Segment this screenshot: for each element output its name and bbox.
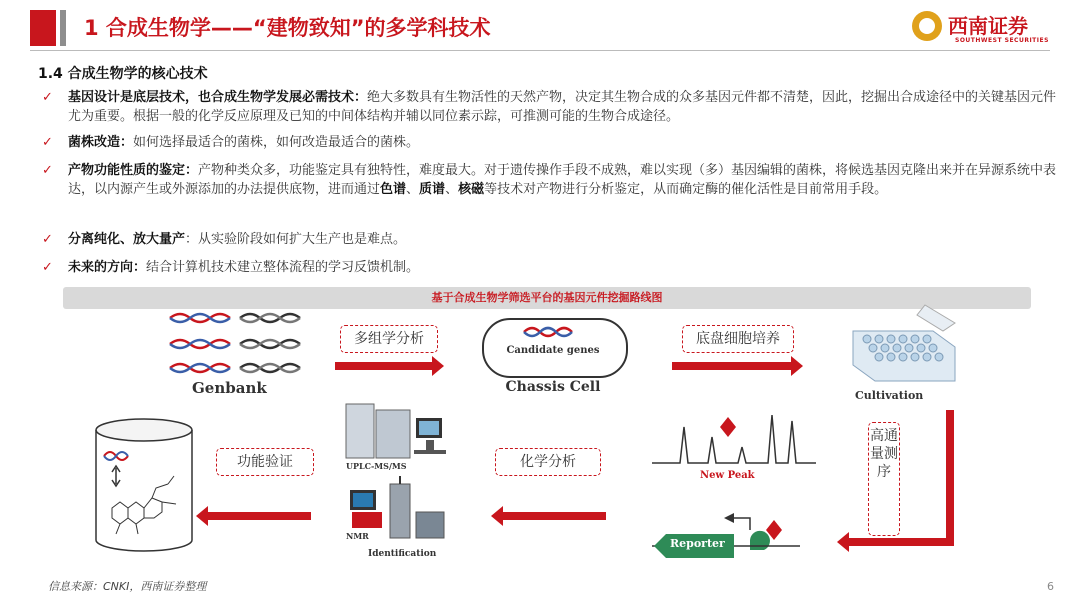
multiomics-label: 多组学分析 xyxy=(340,325,438,353)
bullet-keyword: 色谱 xyxy=(380,182,407,197)
hts-label: 高通量测序 xyxy=(868,422,900,536)
bullet-text: 结合计算机技术建立整体流程的学习反馈机制。 xyxy=(146,260,420,275)
page-title: 1 合成生物学——“建物致知”的多学科技术 xyxy=(84,16,491,40)
arrow-left xyxy=(846,538,954,546)
chassis-cell-label: Chassis Cell xyxy=(505,379,601,395)
company-logo-icon xyxy=(912,11,942,41)
dna-strand-icon xyxy=(522,324,582,340)
check-icon: ✓ xyxy=(42,90,53,105)
bullet-bold: 分离纯化、放大量产 xyxy=(68,232,186,247)
header-divider xyxy=(30,50,1050,51)
bullet-text: 如何选择最适合的菌株，如何改造最适合的菌株。 xyxy=(133,135,420,150)
arrow-right xyxy=(672,362,794,370)
arrow-vertical xyxy=(946,410,954,546)
bullet-item xyxy=(42,230,1062,249)
bullet-text: ：从实验阶段如何扩大生产也是难点。 xyxy=(185,232,407,247)
bullet-keyword: 质谱 xyxy=(419,182,446,197)
identification-label: Identification xyxy=(368,549,437,559)
company-logo-text: 西南证券 xyxy=(948,14,1028,38)
uplc-instrument-icon xyxy=(340,400,452,464)
source-note: 信息来源：CNKI，西南证券整理 xyxy=(48,580,207,593)
page-number: 6 xyxy=(1047,580,1054,593)
arrow-right xyxy=(335,362,435,370)
bullet-bold: 产物功能性质的鉴定： xyxy=(68,163,199,178)
company-logo-subtext: SOUTHWEST SECURITIES xyxy=(955,37,1049,44)
reporter-label: Reporter xyxy=(670,537,725,550)
check-icon: ✓ xyxy=(42,135,53,150)
bullet-bold: 未来的方向： xyxy=(68,260,147,275)
cultivation-label: Cultivation xyxy=(855,389,924,402)
bullet-text: 等技术对产物进行分析鉴定，从而确定酶的催化活性是目前常用手段。 xyxy=(484,182,888,197)
bullet-bold: 菌株改造： xyxy=(68,135,134,150)
nmr-label: NMR xyxy=(346,531,369,541)
culture-plate-icon xyxy=(843,303,961,391)
bullet-keyword: 核磁 xyxy=(458,182,485,197)
arrow-left xyxy=(500,512,606,520)
check-icon: ✓ xyxy=(42,232,53,247)
function-verification-label: 功能验证 xyxy=(216,448,314,476)
uplc-label: UPLC-MS/MS xyxy=(346,461,407,471)
bullet-bold: 基因设计是底层技术，也合成生物学发展必需技术： xyxy=(68,90,368,105)
check-icon: ✓ xyxy=(42,163,53,178)
reporter-gene-icon xyxy=(650,510,810,558)
arrow-left xyxy=(205,512,311,520)
bullet-item xyxy=(42,88,1062,126)
diagram-title: 基于合成生物学筛选平台的基因元件挖掘路线图 xyxy=(431,291,663,304)
cell-culture-label: 底盘细胞培养 xyxy=(682,325,794,353)
bullet-text: 绝大多数具有生物活性的天然产物，决定其生物合成的众多基因元件都不清楚，因此，挖掘出合成途径中的关键基因元件尤为重要。根据一般的化学反应原理及已知的中间体结构并辅以同位素示踪，可推测可能的生物合成途径。 xyxy=(68,90,1057,124)
bullet-item xyxy=(42,161,1062,199)
header-accent-bar-gray xyxy=(60,10,66,46)
bullet-item xyxy=(42,258,1062,277)
dna-strands-icon xyxy=(165,312,310,382)
bullet-separator: 、 xyxy=(445,182,459,197)
bullet-text: 产物种类众多，功能鉴定具有独特性，难度最大。对于遗传操作手段不成熟，难以实现（多）基因编辑的菌株，将候选基因克隆出来并在异源系统中表达，以内源产生或外源添加的办法提供底物，进而通过 xyxy=(68,163,1057,197)
check-icon: ✓ xyxy=(42,260,53,275)
new-peak-label: New Peak xyxy=(700,470,755,481)
bullet-item xyxy=(42,133,1062,152)
candidate-genes-label: Candidate genes xyxy=(506,345,600,356)
bullet-separator: 、 xyxy=(406,182,420,197)
product-cylinder-icon xyxy=(92,416,196,556)
genbank-label: Genbank xyxy=(192,379,267,397)
chemical-analysis-label: 化学分析 xyxy=(495,448,601,476)
header-accent-bar xyxy=(30,10,56,46)
section-title: 1.4 合成生物学的核心技术 xyxy=(38,66,208,82)
